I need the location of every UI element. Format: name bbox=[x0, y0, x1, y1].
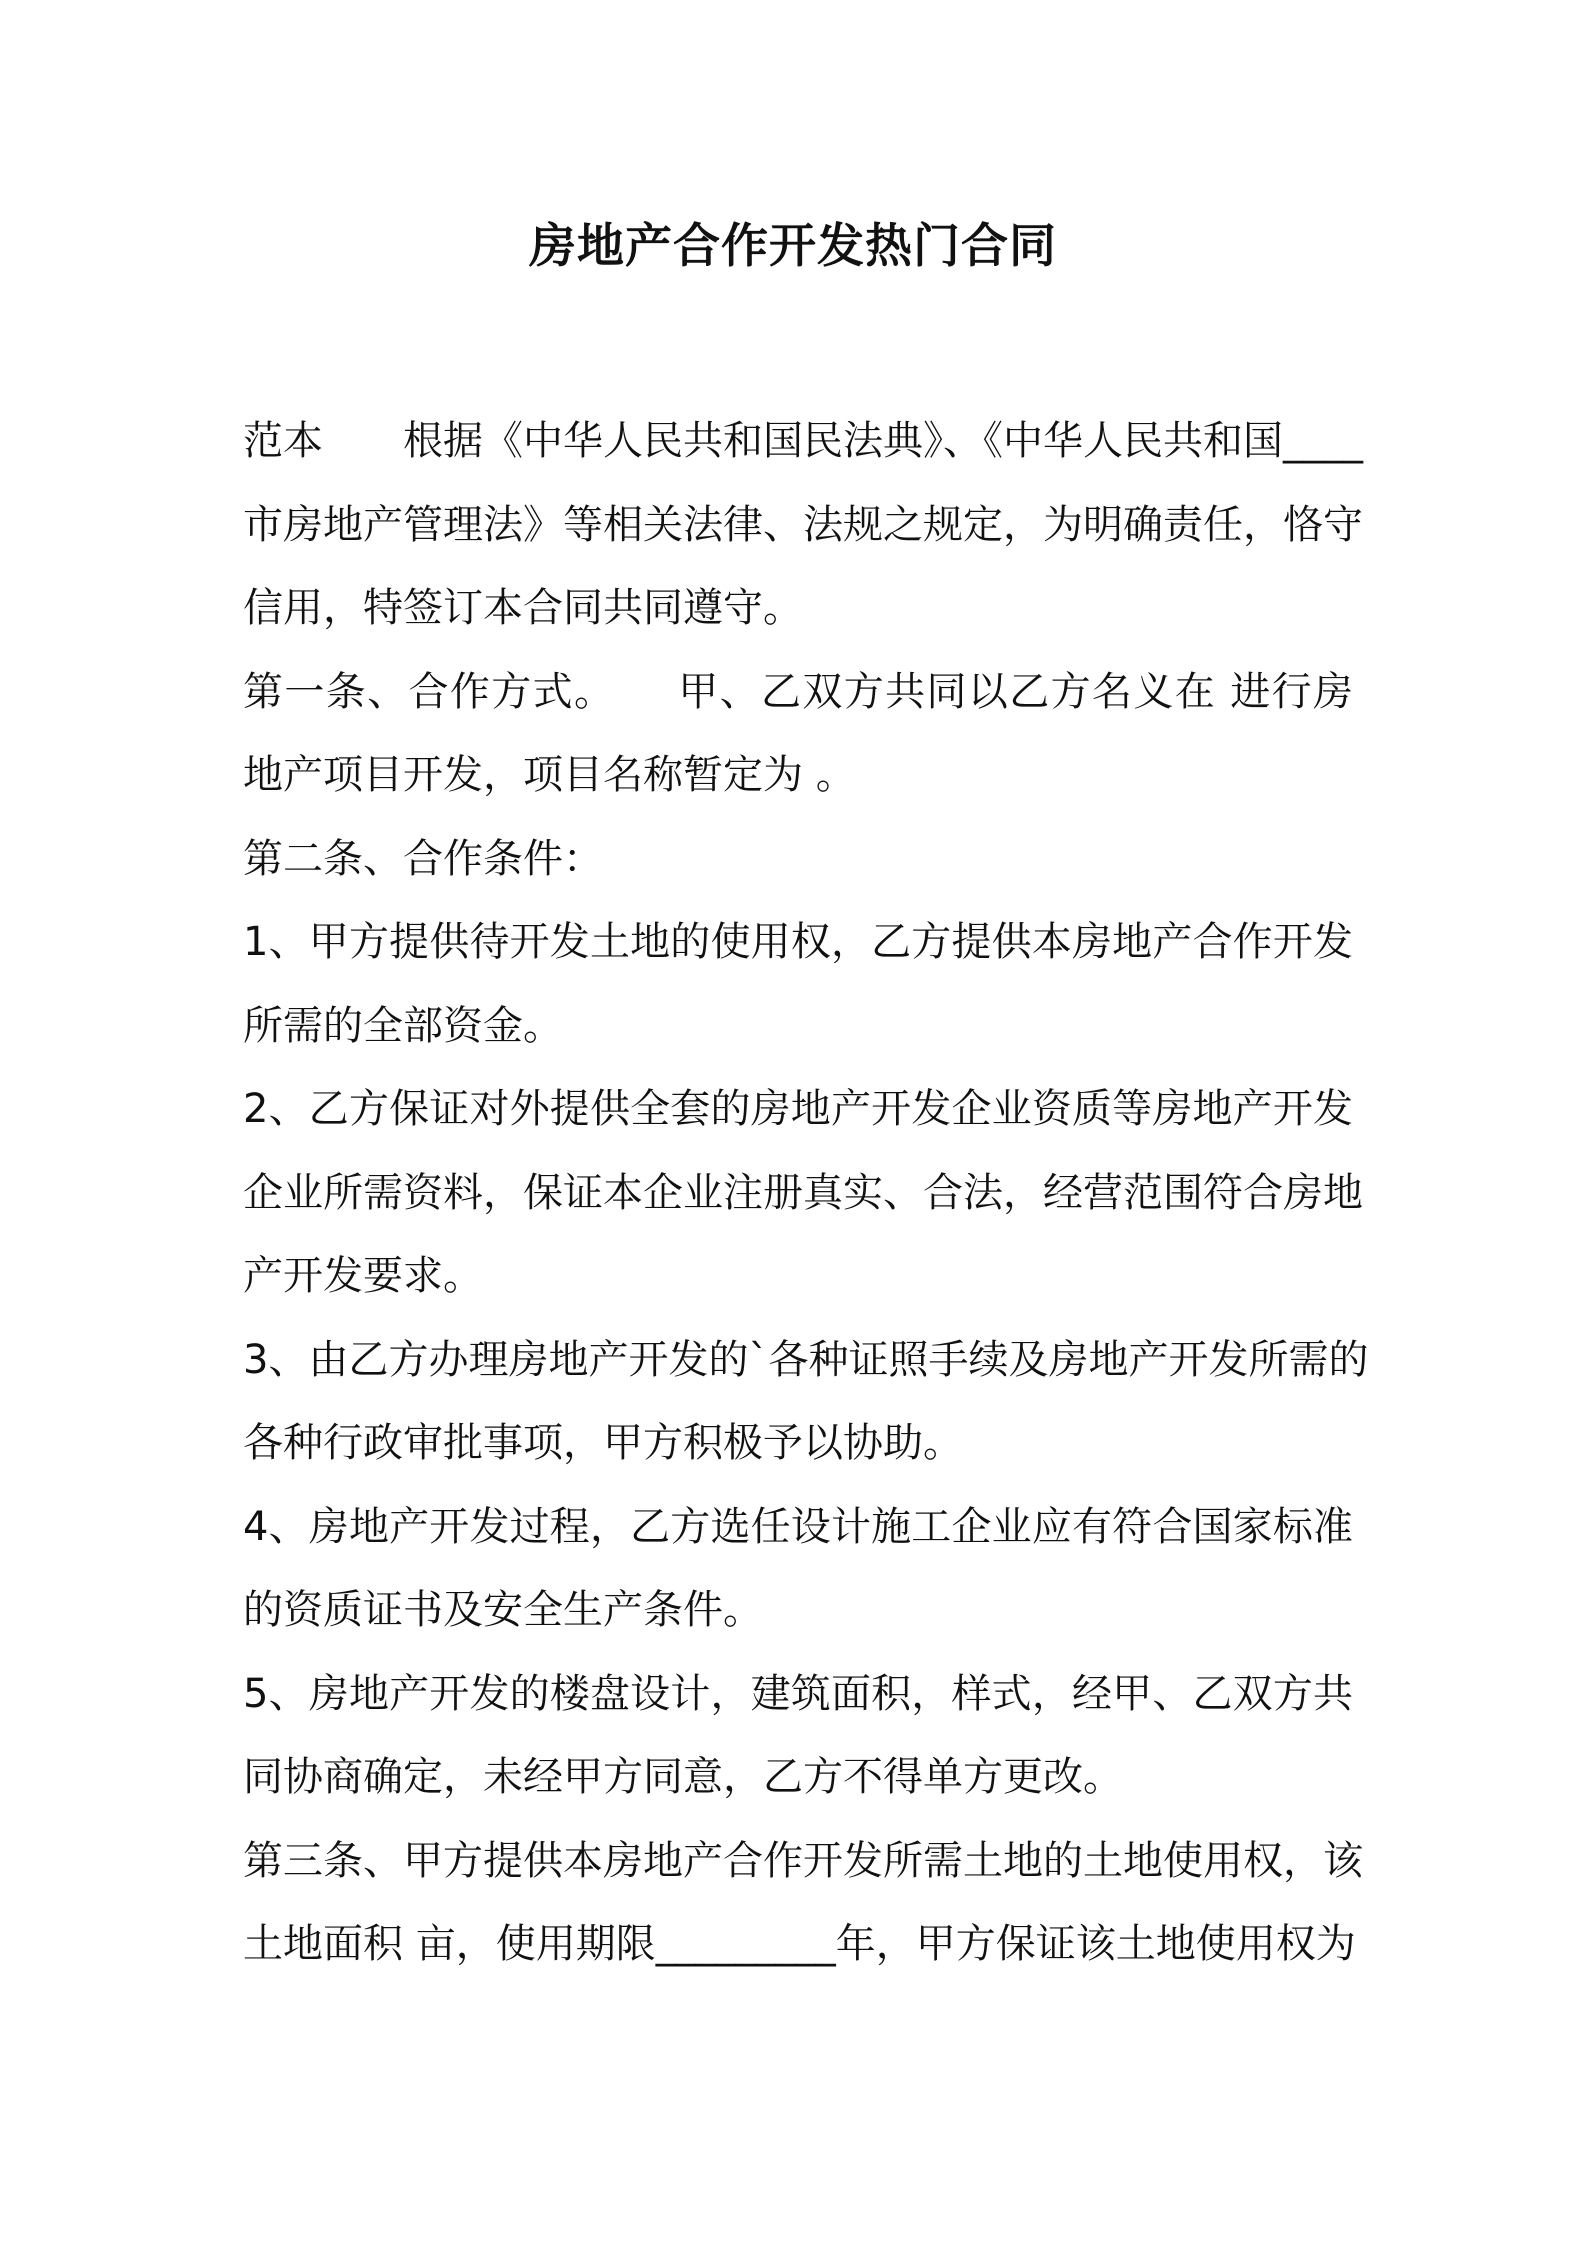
body-line: 5、房地产开发的楼盘设计，建筑面积，样式，经甲、乙双方共 bbox=[243, 1670, 1353, 1717]
body-line: 1、甲方提供待开发土地的使用权，乙方提供本房地产合作开发 bbox=[243, 919, 1353, 965]
body-line: 企业所需资料，保证本企业注册真实、合法，经营范围符合房地 bbox=[243, 1169, 1363, 1216]
body-line: 所需的全部资金。 bbox=[243, 1002, 563, 1049]
body-line: 第一条、合作方式。 甲、乙双方共同以乙方名义在 进行房 bbox=[243, 668, 1353, 715]
body-line: 同协商确定，未经甲方同意，乙方不得单方更改。 bbox=[243, 1754, 1123, 1800]
body-line: 的资质证书及安全生产条件。 bbox=[243, 1587, 763, 1633]
body-line: 产开发要求。 bbox=[243, 1253, 483, 1299]
body-line: 范本 根据《中华人民共和国民法典》、《中华人民共和国____ bbox=[243, 418, 1363, 464]
body-line: 信用，特签订本合同共同遵守。 bbox=[243, 585, 803, 631]
body-line: 4、房地产开发过程，乙方选任设计施工企业应有符合国家标准 bbox=[243, 1503, 1353, 1550]
body-line: 第二条、合作条件： bbox=[243, 835, 603, 882]
document-body bbox=[243, 400, 1369, 1987]
body-line: 各种行政审批事项，甲方积极予以协助。 bbox=[243, 1420, 963, 1466]
body-line: 市房地产管理法》等相关法律、法规之规定，为明确责任，恪守 bbox=[243, 501, 1363, 548]
body-line: 2、乙方保证对外提供全套的房地产开发企业资质等房地产开发 bbox=[243, 1086, 1353, 1132]
body-line: 第三条、甲方提供本房地产合作开发所需土地的土地使用权，该 bbox=[243, 1837, 1363, 1884]
document-title: 房地产合作开发热门合同 bbox=[529, 219, 1057, 274]
body-line: 土地面积 亩，使用期限_________年，甲方保证该土地使用权为 bbox=[243, 1921, 1356, 1967]
body-line: 地产项目开发，项目名称暂定为 。 bbox=[243, 752, 856, 798]
body-line: 3、由乙方办理房地产开发的`各种证照手续及房地产开发所需的 bbox=[243, 1336, 1369, 1383]
